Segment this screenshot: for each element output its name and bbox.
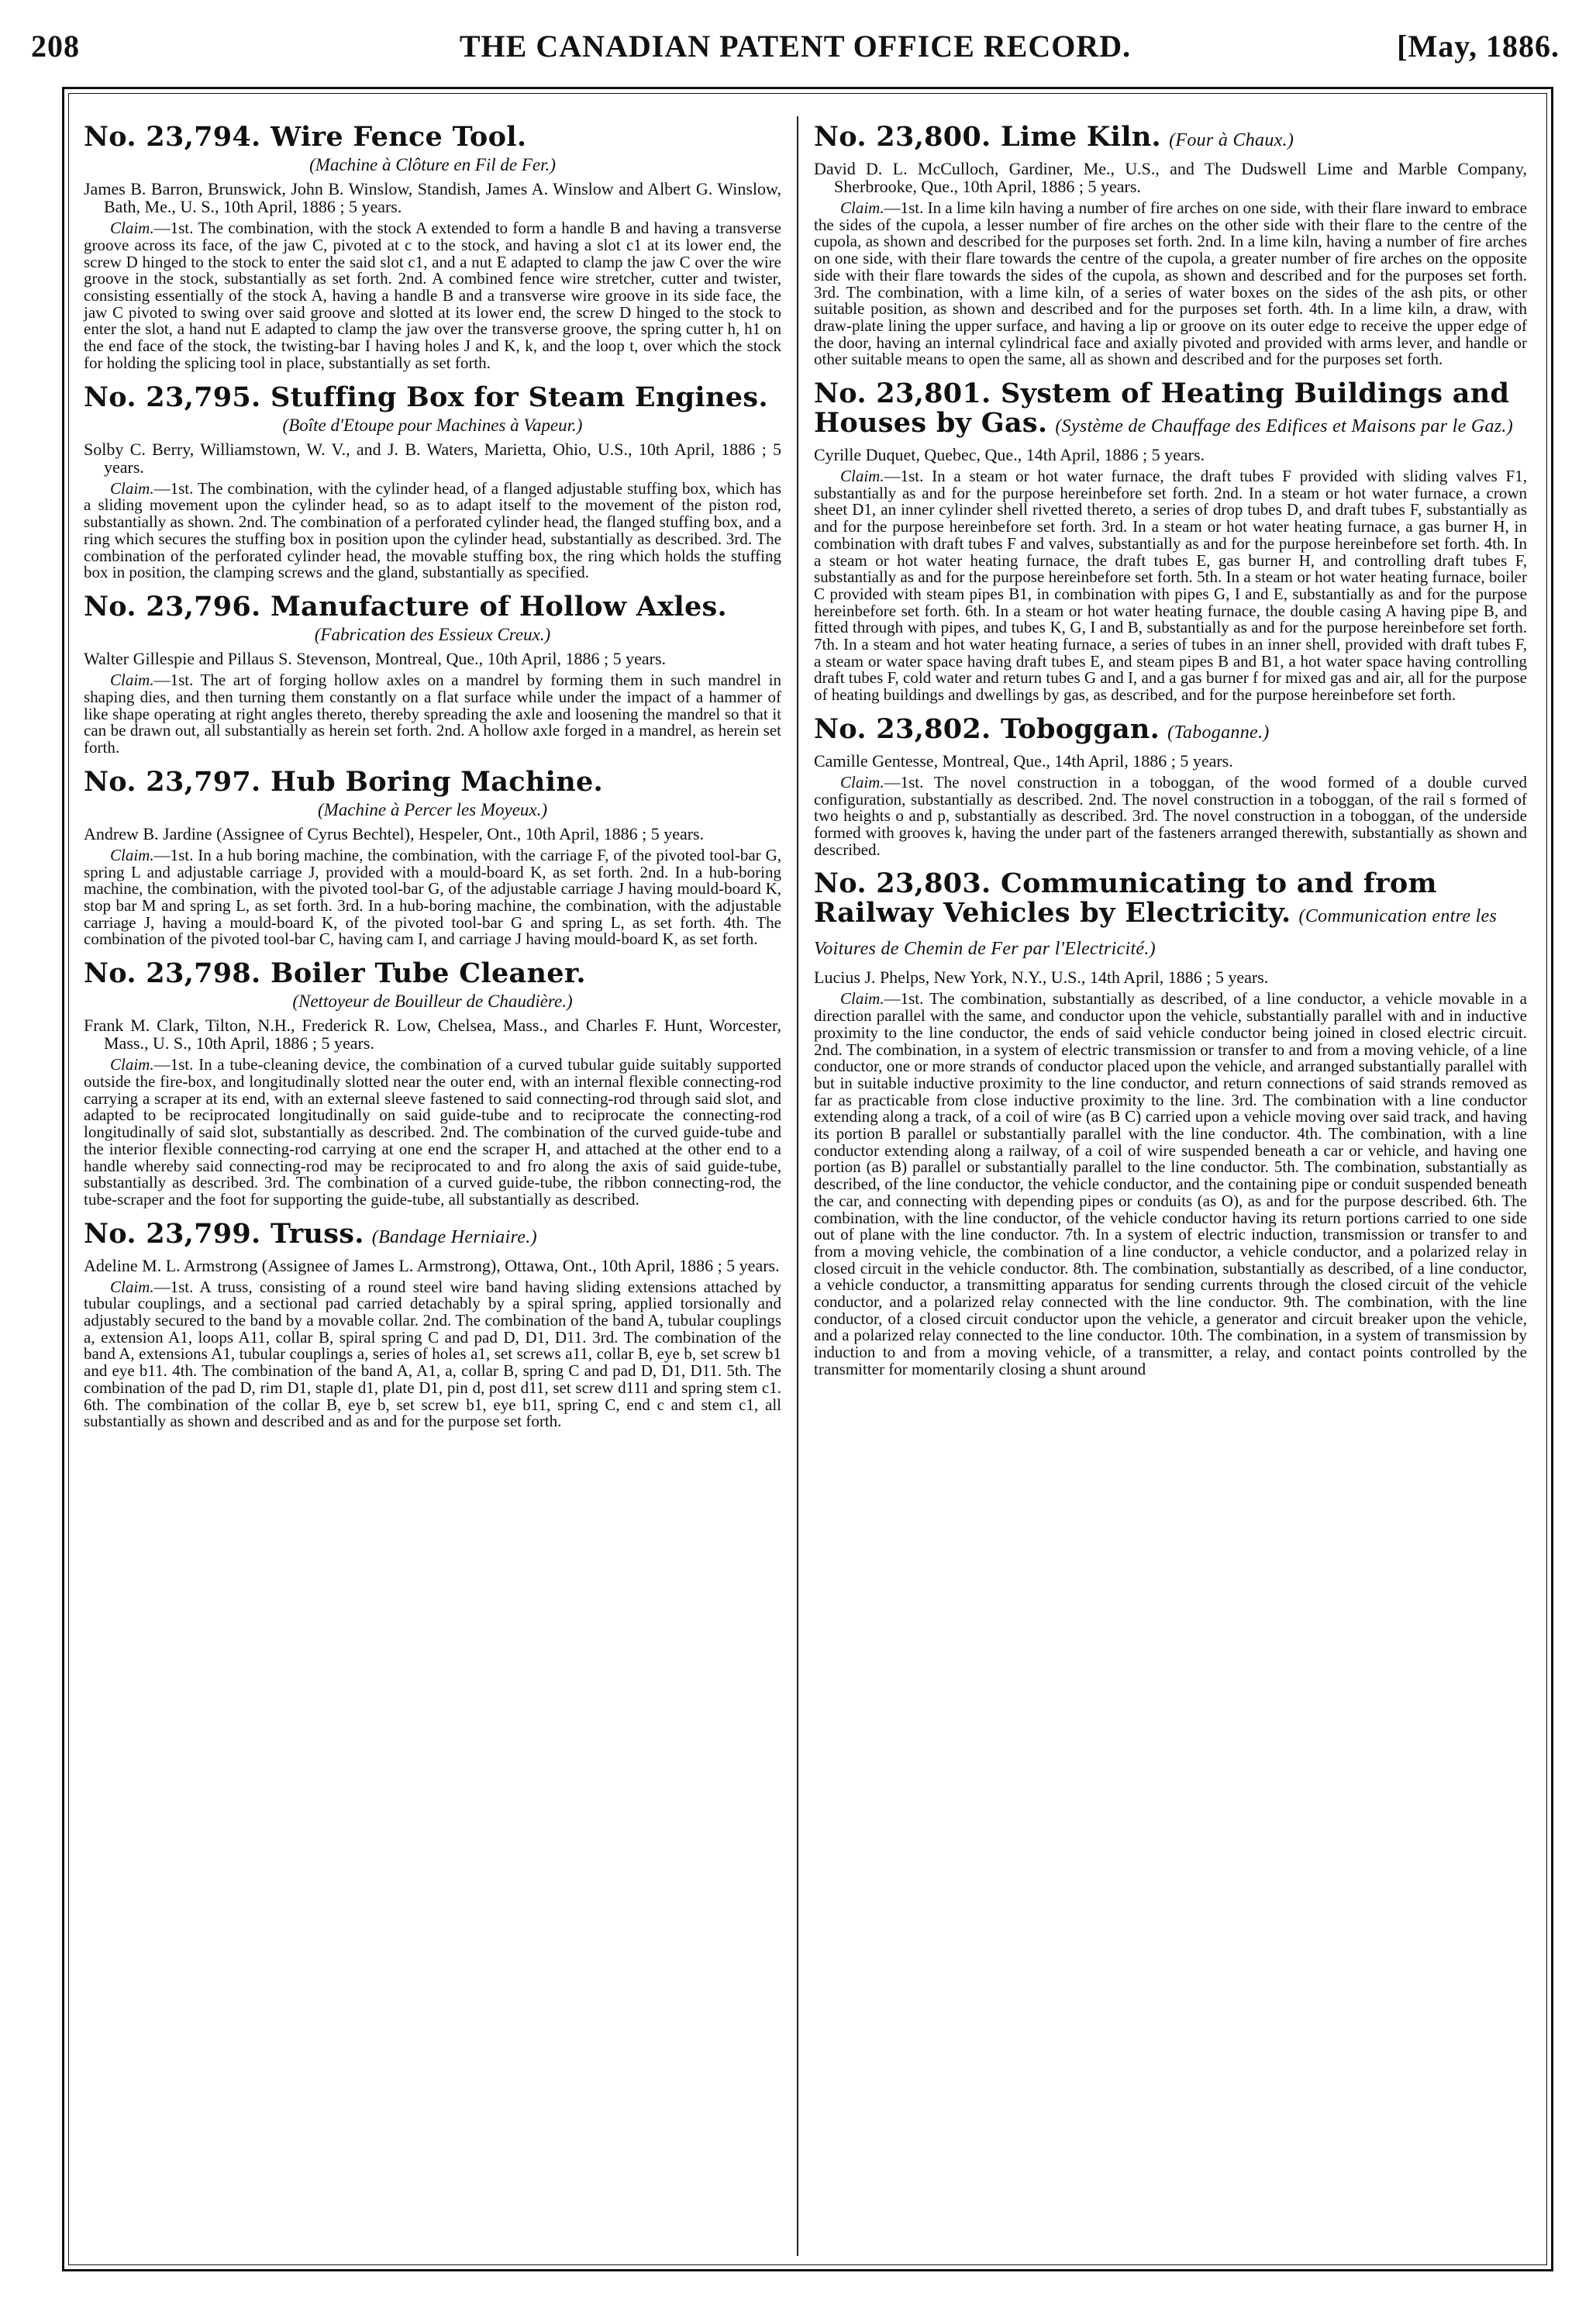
claim-text: —1st. In a tube-cleaning device, the combination of a curved tubular guide suitably supported outside the fire-box, and longitudinally slotted near the outer end, with an internal flexible connecting-rod carrying a scraper at its end, with an external sleeve fastened to said connecting-rod through said slot, and adapted to be reciprocated longitudinally on said guide-tube and to reciprocate the connecting-rod longitudinally of said slot, substantially as described. 2nd. The combination of the curved guide-tube and the interior flexible connecting-rod carrying at one end the scraper H, and attached at the other end to a handle whereby said connecting-rod may be reciprocated to and fro along the axis of said guide-tube, substantially as described. 3rd. The combination of a curved guide-tube, the ribbon connecting-rod, the tube-scraper and the foot for supporting the guide-tube, all substantially as described.: [84, 1055, 781, 1209]
patent-title: No. 23,797. Hub Boring Machine.: [84, 765, 604, 798]
patent-title-text: No. 23,803. Communicating to and from Railway Vehicles by Electricity.: [814, 867, 1437, 930]
patentee: Walter Gillespie and Pillaus S. Stevenson, Montreal, Que., 10th April, 1886 ; 5 years.: [84, 649, 667, 669]
french-title: (Four à Chaux.): [1169, 130, 1294, 150]
patent-entry: [84, 959, 781, 1209]
claims: [84, 478, 781, 582]
patent-title-text: No. 23,802. Toboggan.: [814, 712, 1160, 745]
claim-label: Claim.: [110, 1055, 154, 1074]
patent-title: No. 23,798. Boiler Tube Cleaner.: [84, 957, 586, 990]
patentee: Lucius J. Phelps, New York, N.Y., U.S., 14th April, 1886 ; 5 years.: [814, 967, 1269, 988]
claim-label: Claim.: [840, 467, 884, 486]
left-column: [84, 122, 781, 1441]
page-header: [31, 28, 1560, 67]
patent-entry: [84, 592, 781, 757]
claim-text: —1st. In a lime kiln having a number of fire arches on one side, with their flare inward to embrace the sides of the cupola, a lesser number of fire arches on the other side with their flare to the centre of the cupola, as shown and described for the purposes set forth. 2nd. In a lime kiln, having a number of fire arches on one side, with their flare towards the centre of the cupola, a greater number of fire arches on the opposite side with their flare towards the sides of the cupola, as shown and described and for the purposes set forth. 3rd. The combination, with a lime kiln, of a series of water boxes on the sides of the ash pits, or other suitable position, as shown and described and for the purposes set forth. 4th. In a lime kiln, a draw, with draw-plate lining the upper surface, and having a lip or groove on its outer edge to receive the upper edge of the door, having an internal cylindrical face and axially pivoted and provided with arms lever, and handle or other suitable means to open the same, all as shown and described and for the purposes set forth.: [814, 198, 1527, 369]
patent-title: [814, 869, 1527, 964]
patent-title: [814, 712, 1527, 747]
claims: [814, 774, 1527, 859]
claims: [84, 1279, 781, 1430]
patent-title-text: No. 23,799. Truss.: [84, 1217, 364, 1250]
patent-title: [814, 122, 1527, 155]
right-column: [814, 122, 1527, 1389]
claim-text: —1st. The combination, with the cylinder head, of a flanged adjustable stuffing box, which has a sliding movement upon the cylinder head, so as to adapt itself to the movement of the piston rod, substantially as shown. 2nd. The combination of a perforated cylinder head, the flanged stuffing box, and a ring which secures the stuffing box in position upon the cylinder head, substantially as described. 3rd. The combination of the perforated cylinder head, the movable stuffing box, the ring which holds the stuffing box in position, the clamping screws and the gland, substantially as specified.: [84, 478, 781, 582]
claims: [814, 468, 1527, 704]
claims: [84, 672, 781, 757]
patentee: David D. L. McCulloch, Gardiner, Me., U.S., and The Dudswell Lime and Marble Company, Sherbrooke, Que., 10th April, 1886 ; 5 years.: [814, 159, 1527, 196]
patent-title: No. 23,795. Stuffing Box for Steam Engines.: [84, 381, 768, 413]
claim-label: Claim.: [840, 772, 884, 792]
patentee: Frank M. Clark, Tilton, N.H., Frederick R. Low, Chelsea, Mass., and Charles F. Hunt, Worcester, Mass., U. S., 10th April, 1886 ; 5 years.: [84, 1016, 781, 1054]
patent-entry: [84, 122, 781, 372]
claim-text: —1st. In a hub boring machine, the combination, with the carriage F, of the pivoted tool-bar G, spring L and adjustable carriage J, provided with a mould-board K, as set forth. 2nd. In a hub-boring machine, the combination, with the pivoted tool-bar G, of the adjustable carriage J having mould-board K, stop bar M and spring L, as set forth. 3rd. In a hub-boring machine, the combination, with the adjustable carriage J, having a mould-board K, of the pivoted tool-bar G and spring L, as set forth. 4th. The combination of the pivoted tool-bar C, having cam I, and carriage J having mould-board K, as set forth.: [84, 845, 781, 949]
french-title: (Taboganne.): [1167, 722, 1270, 743]
claim-label: Claim.: [110, 671, 154, 690]
claims: [84, 220, 781, 371]
claim-label: Claim.: [110, 845, 154, 864]
claim-label: Claim.: [110, 478, 154, 498]
patentee: Adeline M. L. Armstrong (Assignee of James L. Armstrong), Ottawa, Ont., 10th April, 1886 ; 5 years.: [84, 1255, 780, 1275]
running-title: THE CANADIAN PATENT OFFICE RECORD.: [459, 29, 1132, 64]
patent-title-text: No. 23,800. Lime Kiln.: [814, 121, 1162, 153]
patentee: Andrew B. Jardine (Assignee of Cyrus Bechtel), Hespeler, Ont., 10th April, 1886 ; 5 years.: [84, 823, 705, 843]
claim-text: —1st. The combination, with the stock A extended to form a handle B and having a transverse groove across its face, of the jaw C, pivoted at c to the stock, and having a slot c1 at its lower end, the screw D hinged to the stock to enter the said slot c1, and a nut E adapted to clamp the jaw C over the wire groove in the stock, substantially as set forth. 2nd. A combined fence wire stretcher, cutter and twister, consisting essentially of the stock A, having a handle B and a transverse wire groove in its side face, the jaw C pivoted to swing over said groove and slotted at its lower end, the screw D hinged to the stock to enter the slot, a hand nut E adapted to clamp the jaw over the transverse groove, the spring cutter h, h1 on the end face of the stock, the twisting-bar I having holes J and K, k, and the loop t, over which the stock for holding the splicing tool in place, substantially as set forth.: [84, 219, 781, 372]
claim-label: Claim.: [840, 198, 884, 217]
patentee: Camille Gentesse, Montreal, Que., 14th April, 1886 ; 5 years.: [814, 750, 1233, 771]
claim-label: Claim.: [110, 1277, 154, 1296]
claim-text: —1st. The novel construction in a toboggan, of the wood formed of a double curved configuration, substantially as described. 2nd. The novel construction in a toboggan, of the rail s formed of two heights o and p, substantially as described. 3rd. The novel construction in a toboggan, of the underside formed with grooves k, having the under part of the fasteners arranged therewith, substantially as shown and described.: [814, 772, 1527, 859]
claims: [84, 847, 781, 948]
page-number: 208: [31, 29, 80, 64]
claim-label: Claim.: [840, 989, 884, 1009]
patent-title: No. 23,796. Manufacture of Hollow Axles.: [84, 590, 728, 623]
claims: [814, 200, 1527, 368]
claim-text: —1st. The art of forging hollow axles on a mandrel by forming them in such mandrel in shaping dies, and then turning them constantly on a flat surface while under the impact of a hammer of like shape operating at right angles thereto, thereby spreading the axle and loosening the mandrel so that it can be drawn out, all substantially as herein set forth. 2nd. A hollow axle forged in a mandrel, as herein set forth.: [84, 671, 781, 757]
patent-title: [814, 379, 1527, 441]
french-title: (Bandage Herniaire.): [371, 1226, 537, 1247]
patent-entry: [814, 379, 1527, 704]
french-title: (Machine à Clôture en Fil de Fer.): [309, 155, 556, 174]
french-title: (Boîte d'Etoupe pour Machines à Vapeur.): [282, 415, 583, 435]
column-divider: [797, 116, 798, 2256]
french-title: (Fabrication des Essieux Creux.): [314, 624, 551, 644]
claim-text: —1st. The combination, substantially as described, of a line conductor, a vehicle movable in a direction parallel with the same, and conductor upon the vehicle, substantially parallel with and in inductive proximity to the line conductor, the ends of said vehicle conductor being joined in closed electric circuit. 2nd. The combination, in a system of electric transmission or transfer to and from a moving vehicle, of a line conductor, one or more strands of conductor placed upon the vehicle, and arranged substantially parallel with but in suitable inductive proximity to the line conductor, and return connections of said strands removed as far as practicable from close inductive proximity to the line. 3rd. The combination with a line conductor extending along a track, of a coil of wire (as B C) carried upon a vehicle moving over said track, and having its portion B parallel or substantially parallel with the line conductor. 4th. The combination, with a line conductor extending along a railway, of a coil of wire suspended beneath a car or vehicle, and having one portion (as B) parallel or substantially parallel to the line conductor. 5th. The combination, substantially as described, of the line conductor, the vehicle conductor, and the containing pipe or conduit suspended beneath the car, and connecting with depending pipes or conduits (as O), as and for the purpose described. 6th. The combination, with the line conductor, of the vehicle conductor having its return portions carried to one side out of plane with the line conductor. 7th. In a system of electric induction, transmission or transfer to and from a moving vehicle, the combination of a line conductor, a vehicle conductor, and a polarized relay in closed circuit in the vehicle conductor. 8th. The combination, substantially as described, of a line conductor, a vehicle conductor, a transmitting apparatus for sending currents through the closed circuit of the vehicle conductor, and a polarized relay connected with the line conductor. 9th. The combination, with the line conductor, of a closed circuit conductor upon the vehicle, a generator and circuit breaker upon the vehicle, and a polarized relay connected to the line conductor. 10th. The combination, in a system of transmission by induction to and from a moving vehicle, of a transmitter, a relay, and contact points controlled by the transmitter for momentarily closing a shunt around: [814, 989, 1527, 1378]
french-title: (Nettoyeur de Bouilleur de Chaudière.): [292, 992, 573, 1012]
patent-entry: [84, 1219, 781, 1430]
french-title: (Machine à Percer les Moyeux.): [317, 799, 548, 819]
patent-entry: [84, 767, 781, 948]
claim-text: —1st. In a steam or hot water furnace, the draft tubes F provided with sliding valves F1, substantially as and for the purpose hereinbefore set forth. 2nd. In a steam or hot water furnace, a crown sheet D1, an inner cylinder shell rivetted thereto, a series of drop tubes D, and draft tubes F, substantially as and for the purpose hereinbefore set forth. 3rd. In a steam or hot water heating furnace, a gas burner H, in combination with draft tubes F and valves, substantially as and for the purpose hereinbefore set forth. 4th. In a steam or hot water heating furnace, the draft tubes E, gas burner H, and controlling draft tubes F, substantially as and for the purpose hereinbefore set forth. 5th. In a steam or hot water heating furnace, boiler C provided with steam pipes B1, in combination with pipes G, I and E, substantially as and for the purpose hereinbefore set forth. 6th. In a steam or hot water heating furnace, the double casing A having pipe B, and fitted through with pipes, and tubes K, G, I and B, substantially as and for the purpose hereinbefore set forth. 7th. In a steam and hot water heating furnace, a series of tubes in an inner shell, provided with draft tubes F, a steam or water space having draft tubes E, and steam pipes B and B1, a hot water space having controlling draft tubes F, cold water and return tubes G and I, and a gas burner f for mixed gas and air, all for the purpose of heating buildings and dwellings by gas, as described, and for the purpose hereinbefore set forth.: [814, 467, 1527, 705]
patentee: Cyrille Duquet, Quebec, Que., 14th April, 1886 ; 5 years.: [814, 445, 1205, 465]
claim-text: —1st. A truss, consisting of a round steel wire band having sliding extensions attached by tubular couplings, and a sectional pad carried detachably by a spiral spring, applied torsionally and adjustably secured to the band by a movable collar. 2nd. The combination of the band A, tubular couplings a, extension A1, loops A11, collar B, spiral spring C and pad D, D1, D11. 3rd. The combination of the band A, extensions A1, tubular couplings a, series of holes a1, set screws a11, collar B, eye b, set screw b1 and eye b11. 4th. The combination of the band A, A1, a, collar B, spring C and pad D, D1, D11. 5th. The combination of the pad D, rim D1, staple d1, plate D1, pin d, post d11, set screw d111 and spring stem c1. 6th. The combination of the collar B, eye b, set screw b1, eye b11, spring C, end c and stem c1, all substantially as shown and described and as and for the purpose set forth.: [84, 1277, 781, 1431]
patent-title: No. 23,794. Wire Fence Tool.: [84, 121, 527, 153]
patent-entry: [84, 383, 781, 581]
french-title: (Système de Chauffage des Edifices et Maisons par le Gaz.): [1055, 416, 1514, 437]
patent-title: [84, 1219, 781, 1252]
patentee: Solby C. Berry, Williamstown, W. V., and J. B. Waters, Marietta, Ohio, U.S., 10th April, 1886 ; 5 years.: [84, 439, 781, 477]
claims: [814, 991, 1527, 1378]
patent-entry: [814, 712, 1527, 859]
patent-title-text: No. 23,801. System of Heating Buildings and Houses by Gas.: [814, 378, 1510, 440]
claim-label: Claim.: [110, 219, 154, 238]
patent-entry: [814, 869, 1527, 1378]
french-title: (Communication entre les Voitures de Chemin de Fer par l'Electricité.): [814, 906, 1498, 960]
issue-date: [May, 1886.: [1397, 29, 1560, 64]
patent-entry: [814, 122, 1527, 368]
claims: [84, 1057, 781, 1208]
patentee: James B. Barron, Brunswick, John B. Winslow, Standish, James A. Winslow and Albert G. Winslow, Bath, Me., U. S., 10th April, 1886 ; 5 years.: [84, 179, 781, 217]
